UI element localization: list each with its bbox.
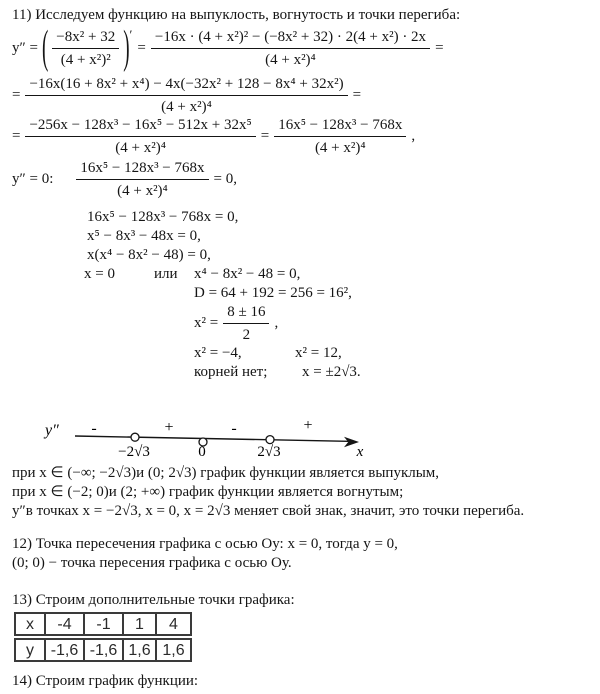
equation-step: 16x⁵ − 128x³ − 768x = 0, (87, 209, 239, 225)
x-value-cell: 1 (123, 613, 156, 635)
denominator: (4 + x²)² (60, 52, 111, 68)
case-left: x = 0 (84, 266, 115, 282)
comma: , (411, 128, 416, 144)
conclusion-concave: при x ∈ (−2; 0)и (2; +∞) график функции является вогнутым; (12, 484, 404, 500)
y-value-cell: 1,6 (156, 639, 191, 661)
section-12-heading: 12) Точка пересечения графика с осью Оу: x = 0, тогда y = 0, (12, 536, 398, 552)
equals-zero: = 0, (213, 171, 237, 187)
numerator: −256x − 128x³ − 16x⁵ − 512x + 32x⁵ (25, 116, 255, 137)
formula-expansion (12, 75, 592, 116)
equation-step: x(x⁴ − 8x² − 48) = 0, (87, 247, 211, 263)
quadratic-solution-block (194, 284, 592, 382)
y-double-prime-label: y″ (45, 422, 59, 439)
equation-step: x⁵ − 8x³ − 48x = 0, (87, 228, 201, 244)
case-or: или (154, 266, 178, 282)
formula-lhs: y″ = 0: (12, 171, 54, 187)
case-split-row (84, 265, 592, 284)
conclusion-inflection: y″в точках x = −2√3, x = 0, x = 2√3 меняет свой знак, значит, это точки перегиба. (12, 503, 525, 519)
prime-mark: ′ (129, 27, 133, 42)
fraction (25, 116, 255, 157)
numerator: −16x · (4 + x²)² − (−8x² + 32) · 2(4 + x²) · 2x (151, 28, 430, 49)
section-13-heading: 13) Строим дополнительные точки графика: (12, 592, 295, 608)
x-value-cell: 4 (156, 613, 191, 635)
close-paren: ) (123, 22, 130, 75)
equals-sign: = (352, 87, 362, 103)
numerator: 8 ± 16 (223, 303, 269, 324)
conclusions (12, 464, 592, 521)
case-right: x⁴ − 8x² − 48 = 0, (194, 266, 301, 282)
y-value-cell: -1,6 (45, 639, 84, 661)
formula-lhs: x² = (194, 315, 219, 331)
section-12 (12, 535, 592, 573)
table-row (15, 639, 191, 661)
formula-second-derivative (12, 22, 592, 75)
y-value-cell: 1,6 (123, 639, 156, 661)
sign-plus: + (303, 417, 313, 434)
numerator: −8x² + 32 (52, 28, 119, 49)
branch-left: корней нет; (194, 364, 268, 380)
formula-lhs: y″ = (12, 40, 38, 56)
equation-steps (87, 208, 592, 265)
denominator: (4 + x²)⁴ (117, 183, 168, 199)
row-header-y: y (15, 639, 45, 661)
sign-minus: - (231, 420, 237, 437)
section-14 (12, 672, 592, 691)
branch-results-row (194, 344, 592, 363)
tick-label-zero: 0 (198, 444, 206, 460)
points-table-y-row (14, 638, 192, 662)
sign-plus: + (164, 419, 174, 436)
axis-line (75, 436, 348, 441)
fraction (274, 116, 406, 157)
branch-right: x = ±2√3. (302, 364, 361, 380)
section-11-heading: 11) Исследуем функцию на выпуклость, вогнутость и точки перегиба: (12, 7, 461, 23)
fraction (76, 159, 208, 200)
open-point-neg-2sqrt3 (131, 433, 139, 441)
section-12-result: (0; 0) − точка пересения графика с осью Оу. (12, 555, 292, 571)
branch-left: x² = −4, (194, 345, 242, 361)
equals-sign: = (435, 40, 444, 56)
denominator: (4 + x²)⁴ (161, 99, 212, 115)
row-header-x: x (15, 613, 45, 635)
section-14-heading: 14) Строим график функции: (12, 673, 199, 689)
formula-set-zero (12, 159, 592, 200)
formula-simplified (12, 116, 592, 157)
branch-conclusion-row (194, 363, 592, 382)
numerator: −16x(16 + 8x² + x⁴) − 4x(−32x² + 128 − 8x⁴ + 32x²) (25, 75, 347, 96)
branch-right: x² = 12, (295, 345, 342, 361)
equals-sign: = (260, 128, 270, 144)
conclusion-convex: при x ∈ (−∞; −2√3)и (0; 2√3) график функции является выпуклым, (12, 465, 440, 481)
fraction (223, 303, 269, 344)
fraction (25, 75, 347, 116)
x-axis-label: x (356, 444, 364, 460)
denominator: 2 (242, 327, 251, 343)
x-value-cell: -4 (45, 613, 84, 635)
fraction (151, 28, 430, 69)
points-table-x-row (14, 612, 192, 636)
sign-minus: - (91, 420, 97, 437)
y-value-cell: -1,6 (84, 639, 123, 661)
open-point-2sqrt3 (266, 436, 274, 444)
discriminant-line: D = 64 + 192 = 256 = 16², (194, 285, 352, 301)
tick-label-neg-2sqrt3: −2√3 (118, 444, 150, 460)
x-value-cell: -1 (84, 613, 123, 635)
denominator: (4 + x²)⁴ (115, 140, 166, 156)
fraction (52, 28, 119, 69)
denominator: (4 + x²)⁴ (314, 140, 366, 156)
numerator: 16x⁵ − 128x³ − 768x (274, 116, 406, 137)
equals-sign: = (12, 128, 21, 144)
equals-sign: = (137, 40, 146, 56)
x-squared-line (194, 303, 592, 344)
table-row (15, 613, 191, 635)
section-13 (12, 591, 592, 662)
numerator: 16x⁵ − 128x³ − 768x (76, 159, 208, 180)
sign-number-line (12, 398, 592, 462)
comma: , (274, 315, 279, 331)
equals-sign: = (12, 87, 21, 103)
open-paren: ( (41, 22, 49, 75)
tick-label-2sqrt3: 2√3 (257, 444, 281, 460)
denominator: (4 + x²)⁴ (265, 52, 316, 68)
